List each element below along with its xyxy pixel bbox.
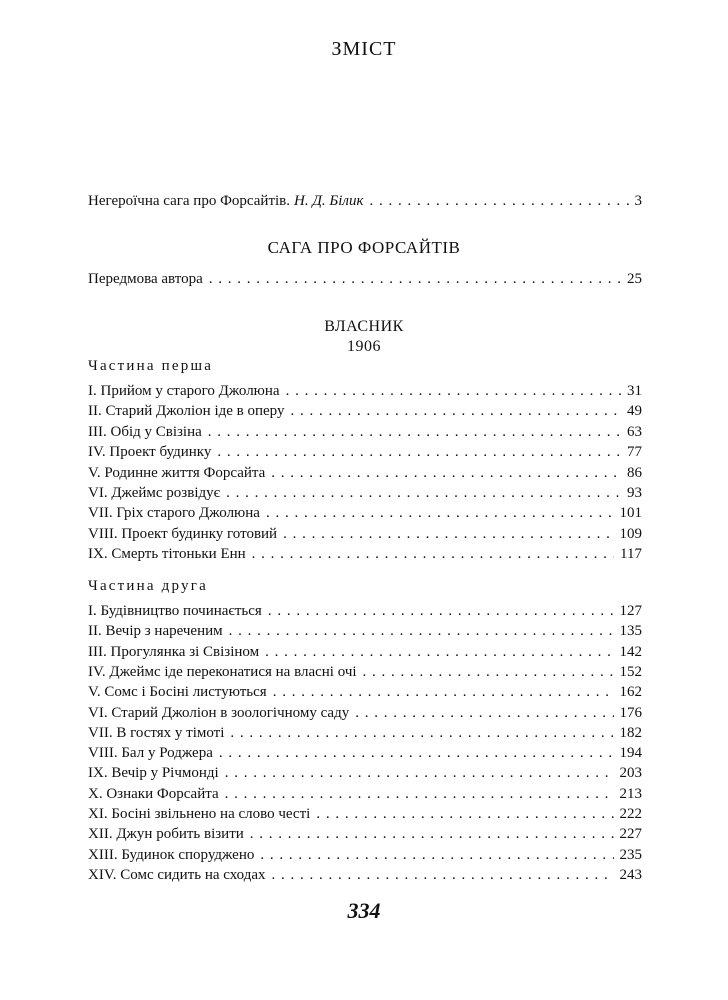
dot-leader (225, 764, 614, 782)
toc-page-number: 142 (619, 643, 642, 660)
dot-leader (226, 484, 621, 502)
dot-leader (355, 704, 613, 722)
toc-entry (88, 421, 642, 441)
toc-page-number: 3 (634, 193, 642, 209)
toc-label: Передмова автора (88, 271, 203, 287)
toc-page-number: 117 (620, 546, 642, 563)
toc-page-number: 93 (627, 485, 642, 501)
dot-leader (208, 423, 621, 441)
dot-leader (266, 504, 614, 522)
dot-leader (217, 443, 621, 461)
toc-label: VII. В гостях у тімоті (88, 724, 225, 741)
dot-leader (225, 785, 614, 803)
toc-page-number: 63 (627, 423, 642, 440)
toc-page-number: 243 (619, 866, 642, 883)
toc-page-number: 135 (619, 623, 642, 640)
dot-leader (250, 825, 614, 843)
toc-entry (88, 482, 642, 502)
dot-leader (209, 270, 621, 288)
page-number: 334 (347, 898, 381, 923)
part-two-title: Частина друга (88, 578, 208, 594)
part-one-title: Частина перша (88, 358, 214, 374)
toc-label: XIII. Будинок споруджено (88, 846, 255, 863)
toc-entry (88, 380, 642, 400)
dot-leader (363, 663, 614, 681)
toc-entry (88, 844, 642, 864)
toc-entry (88, 600, 642, 620)
toc-entry (88, 502, 642, 522)
toc-label: І. Будівництво починається (88, 603, 262, 619)
toc-entry (88, 702, 642, 722)
toc-entry (88, 742, 642, 762)
dot-leader (268, 602, 614, 620)
dot-leader (260, 846, 613, 864)
toc-label: III. Прогулянка зі Свізіном (88, 643, 260, 660)
toc-label: VI. Джеймс розвідує (88, 485, 221, 501)
toc-page-number: 194 (619, 745, 642, 762)
toc-label: XI. Босіні звільнено на слово честі (88, 806, 311, 822)
dot-leader (283, 525, 613, 543)
toc-entry (88, 661, 642, 681)
toc-page-number: 31 (627, 383, 642, 399)
toc-label: VII. Гріх старого Джолюна (88, 505, 260, 522)
toc-label: II. Старий Джоліон іде в оперу (88, 403, 285, 420)
toc-label: VIII. Проект будинку готовий (88, 525, 278, 542)
toc-page-number: 49 (627, 403, 642, 420)
toc-entry (88, 762, 642, 782)
toc-page-number: 152 (619, 663, 642, 680)
book-year: 1906 (347, 338, 381, 355)
toc-label: XIV. Сомс сидить на сходах (88, 866, 266, 883)
toc-entry (88, 681, 642, 701)
toc-page-number: 86 (627, 464, 642, 481)
saga-heading: САГА ПРО ФОРСАЙТІВ (267, 238, 461, 257)
toc-label: III. Обід у Свізіна (88, 423, 202, 440)
dot-leader (252, 545, 614, 563)
dot-leader (273, 683, 614, 701)
toc-entry (88, 441, 642, 461)
toc-page-number: 213 (619, 785, 642, 802)
page-title: ЗМІСТ (331, 38, 397, 60)
toc-entry (88, 783, 642, 803)
dot-leader (286, 382, 621, 400)
toc-page-number: 109 (619, 525, 642, 542)
toc-entry (88, 641, 642, 661)
toc-label: II. Вечір з нареченим (88, 623, 223, 640)
toc-page-number: 222 (619, 806, 642, 822)
toc-entry (88, 864, 642, 884)
toc-entry (88, 523, 642, 543)
toc-label: IV. Джеймс іде переконатися на власні очі (88, 663, 357, 680)
toc-label: І. Прийом у старого Джолюна (88, 383, 280, 399)
toc-entry (88, 823, 642, 843)
dot-leader (229, 622, 614, 640)
dot-leader (219, 744, 614, 762)
toc-label: IX. Смерть тітоньки Енн (88, 546, 246, 563)
toc-entry (88, 462, 642, 482)
toc-entry (88, 803, 642, 823)
toc-entry (88, 400, 642, 420)
book-title: ВЛАСНИК (324, 318, 404, 335)
toc-page-number: 25 (627, 271, 642, 287)
toc-page-number: 162 (619, 684, 642, 701)
toc-label: V. Родинне життя Форсайта (88, 464, 266, 481)
toc-label: X. Ознаки Форсайта (88, 785, 219, 802)
toc-page-number: 182 (619, 724, 642, 741)
dot-leader (271, 464, 621, 482)
toc-entry (88, 722, 642, 742)
toc-page-number: 101 (619, 505, 642, 522)
toc-entry (88, 543, 642, 563)
toc-label: V. Сомс і Босіні листуються (88, 684, 267, 701)
dot-leader (230, 724, 613, 742)
toc-page-number: 235 (619, 846, 642, 863)
toc-page-number: 127 (619, 603, 642, 619)
toc-label: VI. Старий Джоліон в зоологічному саду (88, 704, 350, 721)
toc-page-number: 227 (619, 826, 642, 843)
toc-label: Негероїчна сага про Форсайтів. (88, 193, 291, 209)
toc-entry (88, 620, 642, 640)
toc-label: VIII. Бал у Роджера (88, 745, 213, 762)
toc-label: IX. Вечір у Річмонді (88, 765, 219, 782)
toc-page-number: 203 (619, 765, 642, 782)
toc-entry-intro (88, 190, 642, 210)
toc-entry-preface (88, 268, 642, 288)
toc-page-number: 77 (627, 444, 642, 461)
toc-label: XII. Джун робить візити (88, 826, 244, 843)
dot-leader (316, 805, 613, 823)
dot-leader (369, 192, 628, 210)
toc-label: IV. Проект будинку (88, 444, 212, 461)
toc-author: Н. Д. Білик (294, 193, 364, 209)
toc-page-number: 176 (619, 704, 642, 721)
dot-leader (265, 643, 613, 661)
dot-leader (290, 402, 621, 420)
dot-leader (272, 866, 614, 884)
